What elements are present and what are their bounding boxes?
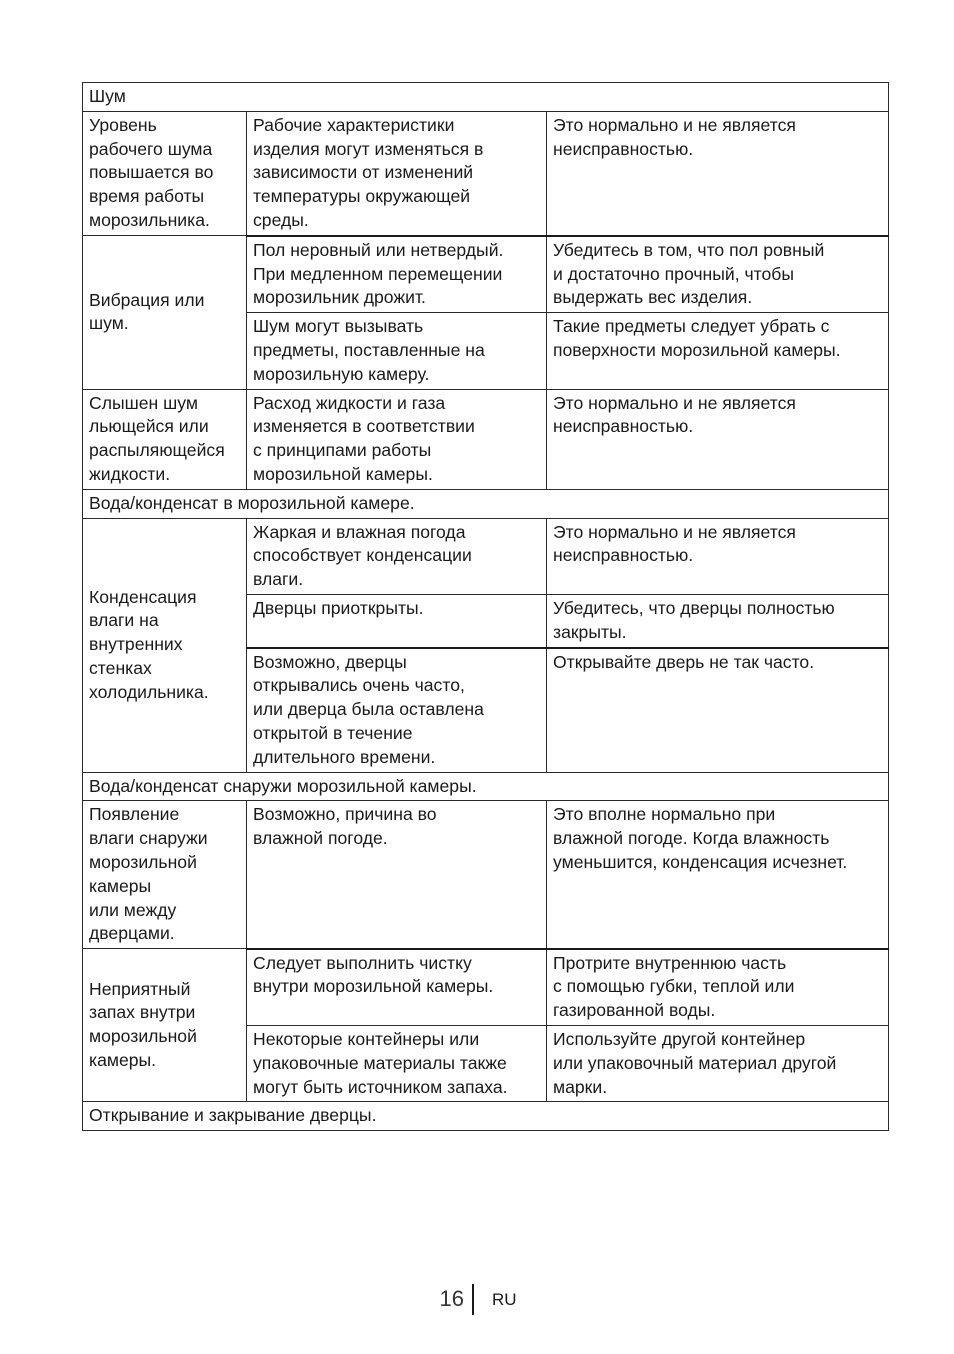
cause-cell: Следует выполнить чистку внутри морозильной камеры.: [247, 949, 547, 1026]
table-row: [83, 389, 889, 489]
cause-cell: Возможно, дверцы открывались очень часто, или дверца была оставлена открытой в течение длительного времени.: [247, 648, 547, 772]
symptom-cell: Конденсация влаги на внутренних стенках холодильника.: [83, 518, 247, 772]
solution-cell: Используйте другой контейнер или упаковочный материал другой марки.: [547, 1025, 889, 1101]
cause-cell: Возможно, причина во влажной погоде.: [247, 801, 547, 949]
symptom-cell: Появление влаги снаружи морозильной камеры или между дверцами.: [83, 801, 247, 949]
section-title-condensation-inside: Вода/конденсат в морозильной камере.: [83, 489, 889, 518]
solution-cell: Протрите внутреннюю часть с помощью губки, теплой или газированной воды.: [547, 949, 889, 1026]
section-header-row: [83, 772, 889, 801]
troubleshooting-table: [82, 82, 889, 1131]
cause-cell: Рабочие характеристики изделия могут изменяться в зависимости от изменений температуры окружающей среды.: [247, 111, 547, 235]
cause-cell: Некоторые контейнеры или упаковочные материалы также могут быть источником запаха.: [247, 1025, 547, 1101]
page-language: RU: [492, 1290, 517, 1309]
symptom-cell: Неприятный запах внутри морозильной камеры.: [83, 949, 247, 1102]
solution-cell: Такие предметы следует убрать с поверхности морозильной камеры.: [547, 313, 889, 389]
cause-cell: Расход жидкости и газа изменяется в соответствии с принципами работы морозильной камеры.: [247, 389, 547, 489]
symptom-cell: Уровень рабочего шума повышается во время работы морозильника.: [83, 111, 247, 235]
table-row: [83, 111, 889, 235]
section-header-row: [83, 1102, 889, 1131]
section-header-row: [83, 83, 889, 112]
section-title-door: Открывание и закрывание дверцы.: [83, 1102, 889, 1131]
table-row: [83, 949, 889, 1026]
solution-cell: Это нормально и не является неисправностью.: [547, 518, 889, 594]
page-number: 16: [439, 1286, 464, 1311]
solution-cell: Это нормально и не является неисправностью.: [547, 389, 889, 489]
page-footer: [0, 1284, 954, 1316]
cause-cell: Дверцы приоткрыты.: [247, 594, 547, 647]
section-title-noise: Шум: [83, 83, 889, 112]
cause-cell: Жаркая и влажная погода способствует конденсации влаги.: [247, 518, 547, 594]
solution-cell: Убедитесь, что дверцы полностью закрыты.: [547, 594, 889, 647]
table-row: [83, 801, 889, 949]
solution-cell: Это нормально и не является неисправностью.: [547, 111, 889, 235]
table-row: [83, 518, 889, 594]
section-title-condensation-outside: Вода/конденсат снаружи морозильной камеры.: [83, 772, 889, 801]
solution-cell: Убедитесь в том, что пол ровный и достаточно прочный, чтобы выдержать вес изделия.: [547, 236, 889, 313]
section-header-row: [83, 489, 889, 518]
footer-divider: [472, 1284, 474, 1315]
cause-cell: Пол неровный или нетвердый. При медленном перемещении морозильник дрожит.: [247, 236, 547, 313]
solution-cell: Это вполне нормально при влажной погоде. Когда влажность уменьшится, конденсация исчезнет.: [547, 801, 889, 949]
table-row: [83, 236, 889, 313]
symptom-cell: Слышен шум льющейся или распыляющейся жидкости.: [83, 389, 247, 489]
solution-cell: Открывайте дверь не так часто.: [547, 648, 889, 772]
cause-cell: Шум могут вызывать предметы, поставленные на морозильную камеру.: [247, 313, 547, 389]
symptom-cell: Вибрация или шум.: [83, 236, 247, 389]
